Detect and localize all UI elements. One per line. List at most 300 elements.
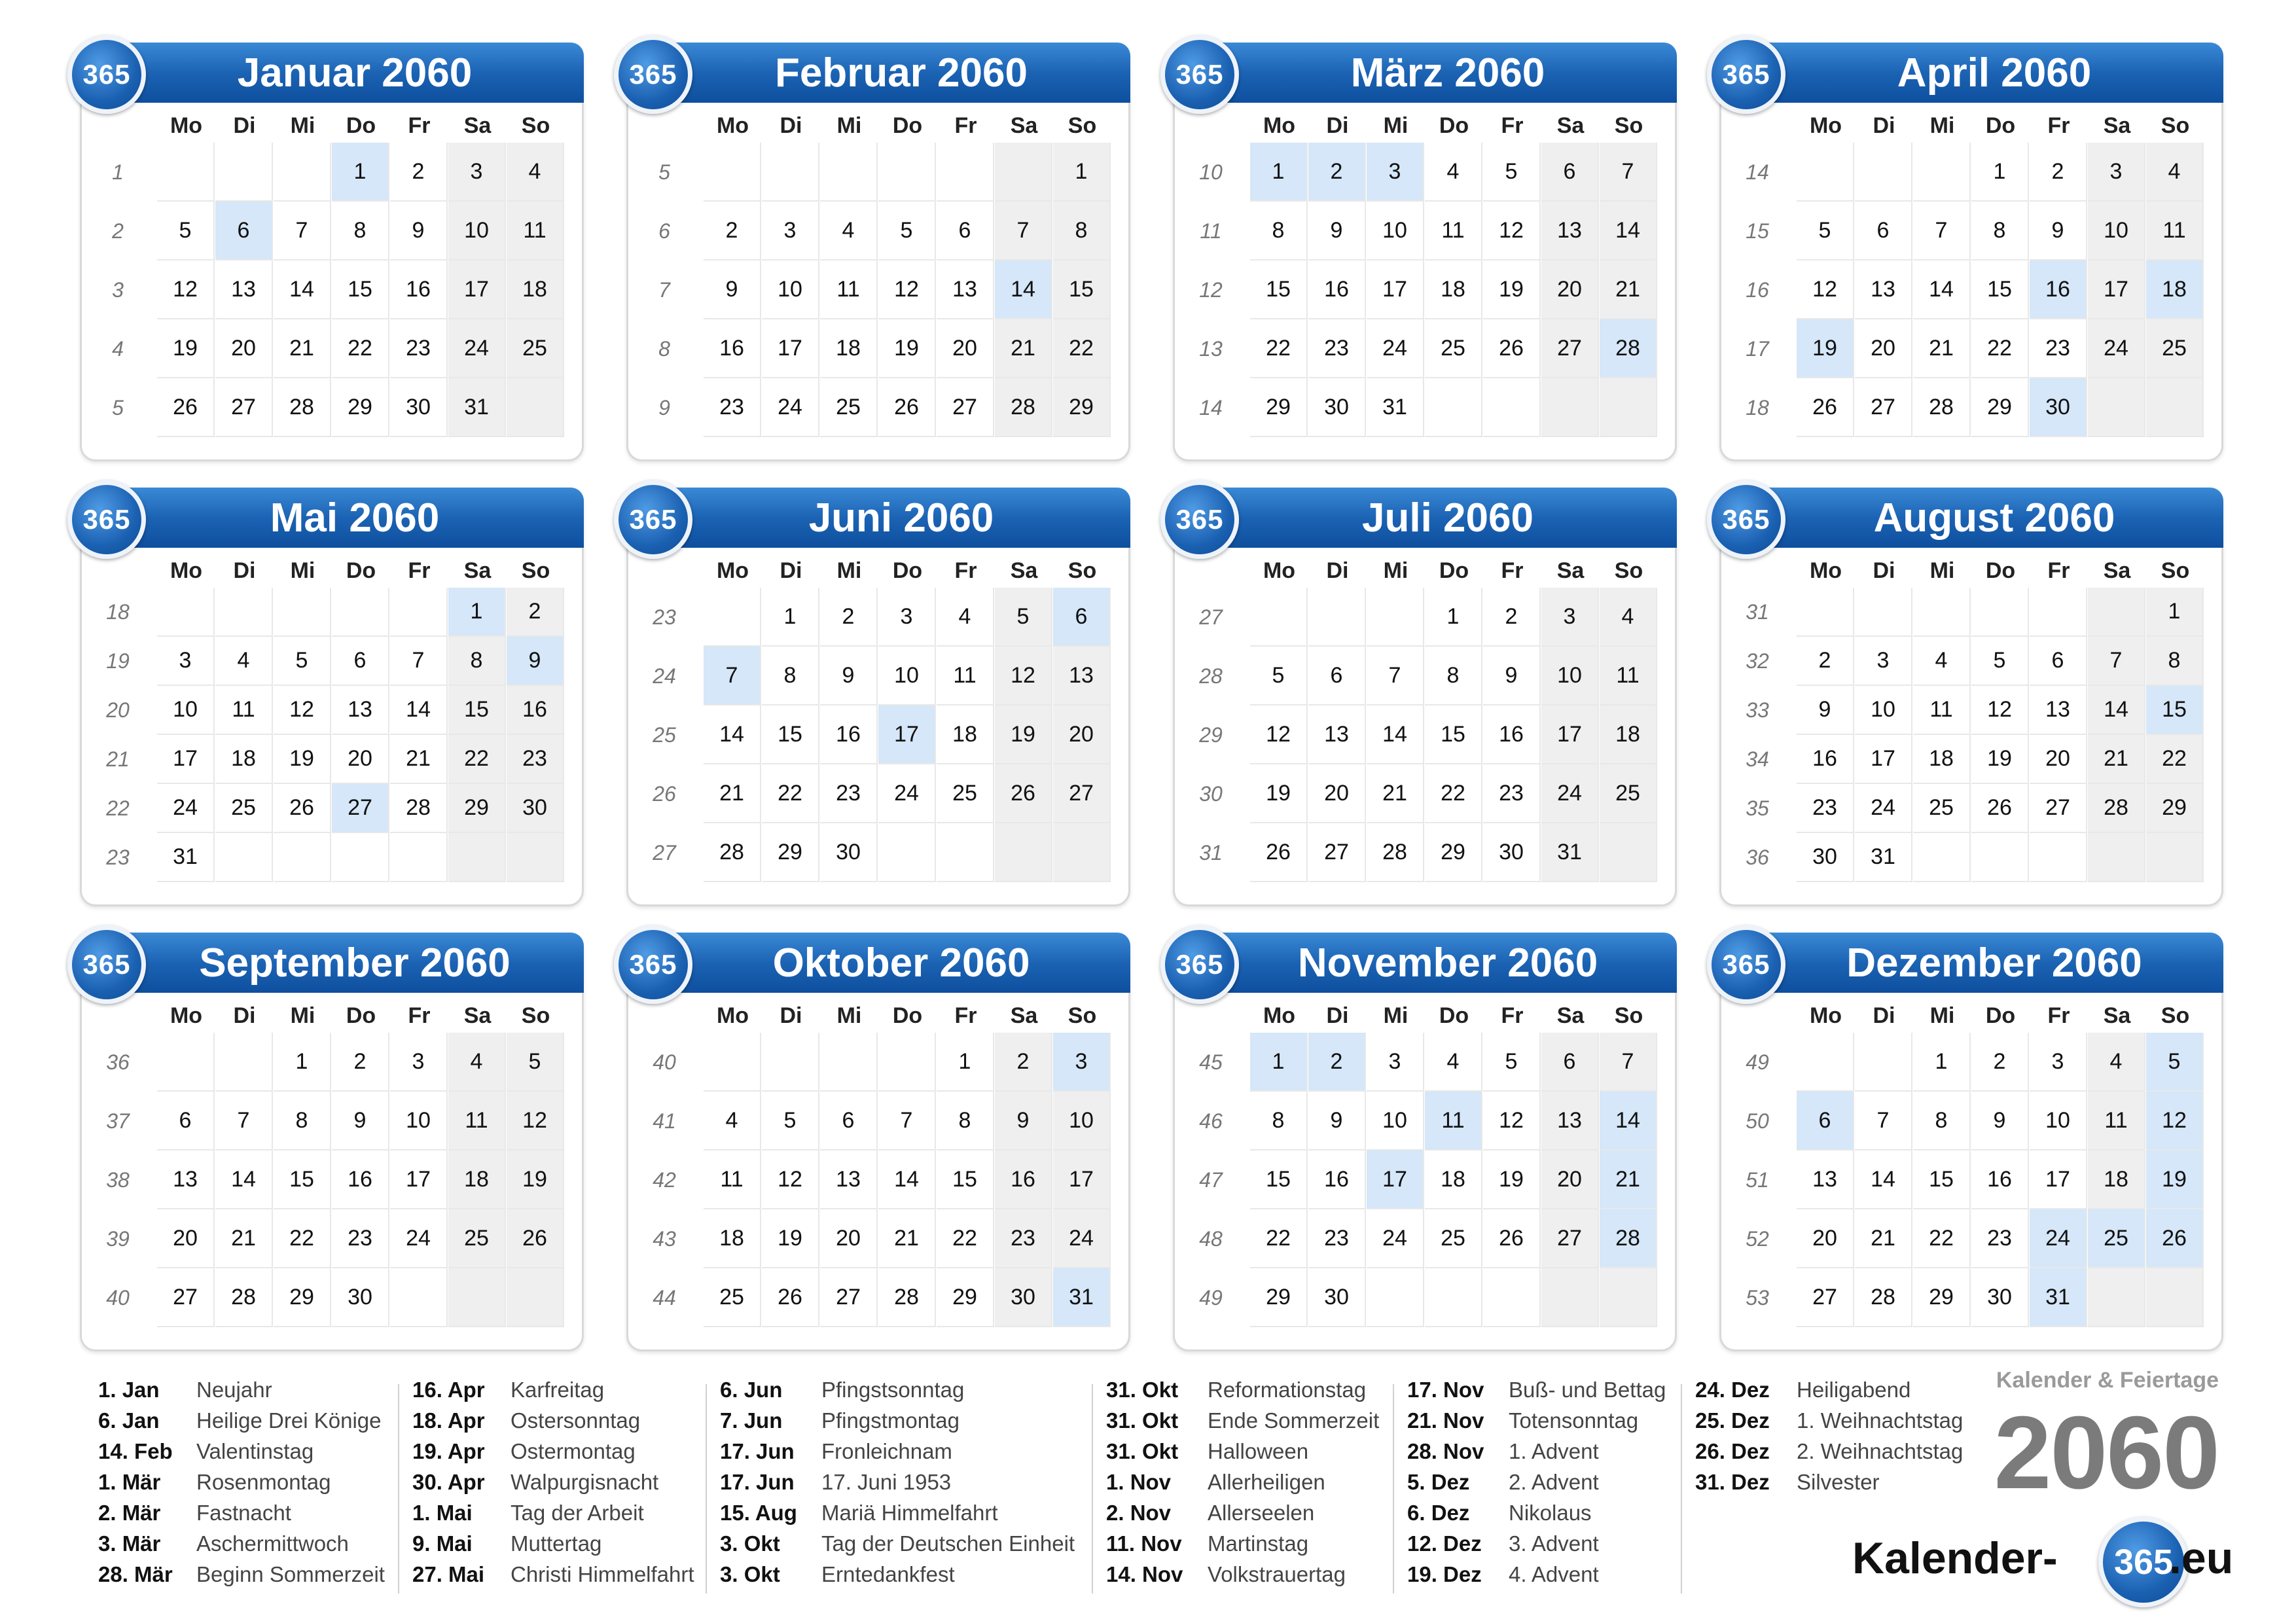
day-cell[interactable]: 24: [1541, 764, 1599, 823]
day-cell[interactable]: 22: [1053, 319, 1111, 378]
day-cell[interactable]: 30: [1308, 1268, 1366, 1327]
day-cell[interactable]: 14: [1855, 1150, 1912, 1209]
day-cell[interactable]: 26: [1797, 378, 1854, 437]
day-cell[interactable]: 24: [2088, 319, 2145, 378]
day-cell[interactable]: 16: [390, 260, 448, 319]
day-cell[interactable]: 18: [1600, 705, 1657, 764]
day-cell[interactable]: 28: [2088, 784, 2145, 833]
day-cell[interactable]: 21: [878, 1209, 936, 1268]
day-cell[interactable]: 28: [390, 784, 448, 833]
day-cell[interactable]: 21: [2088, 735, 2145, 784]
day-cell[interactable]: 30: [1308, 378, 1366, 437]
day-cell[interactable]: 23: [995, 1209, 1052, 1268]
day-cell[interactable]: 4: [1425, 143, 1482, 202]
day-cell[interactable]: 16: [507, 686, 564, 735]
day-cell[interactable]: 7: [390, 637, 448, 686]
day-cell[interactable]: 14: [878, 1150, 936, 1209]
day-cell[interactable]: 16: [704, 319, 761, 378]
day-cell[interactable]: 30: [1483, 823, 1541, 882]
day-cell[interactable]: 5: [1971, 637, 2029, 686]
day-cell[interactable]: 16: [1308, 260, 1366, 319]
day-cell[interactable]: 22: [274, 1209, 331, 1268]
day-cell[interactable]: 5: [2146, 1033, 2204, 1092]
day-cell[interactable]: 5: [1250, 647, 1308, 705]
day-cell[interactable]: 8: [1250, 202, 1308, 260]
day-cell[interactable]: 2: [390, 143, 448, 202]
day-cell[interactable]: 19: [1971, 735, 2029, 784]
day-cell[interactable]: 9: [1797, 686, 1854, 735]
day-cell[interactable]: 19: [2146, 1150, 2204, 1209]
day-cell[interactable]: 11: [704, 1150, 761, 1209]
day-cell[interactable]: 4: [215, 637, 273, 686]
day-cell[interactable]: 22: [1971, 319, 2029, 378]
day-cell[interactable]: 3: [390, 1033, 448, 1092]
day-cell[interactable]: 13: [1053, 647, 1111, 705]
day-cell[interactable]: 4: [937, 588, 994, 647]
day-cell[interactable]: 24: [878, 764, 936, 823]
day-cell[interactable]: 30: [2030, 378, 2087, 437]
day-cell[interactable]: 24: [1855, 784, 1912, 833]
day-cell[interactable]: 18: [704, 1209, 761, 1268]
day-cell[interactable]: 31: [1367, 378, 1424, 437]
day-cell[interactable]: 6: [1541, 1033, 1599, 1092]
day-cell[interactable]: 10: [1053, 1092, 1111, 1150]
day-cell[interactable]: 4: [2146, 143, 2204, 202]
day-cell[interactable]: 26: [507, 1209, 564, 1268]
day-cell[interactable]: 20: [820, 1209, 878, 1268]
day-cell[interactable]: 18: [1425, 1150, 1482, 1209]
day-cell[interactable]: 7: [1913, 202, 1971, 260]
day-cell[interactable]: 6: [1308, 647, 1366, 705]
day-cell[interactable]: 1: [762, 588, 819, 647]
day-cell[interactable]: 21: [995, 319, 1052, 378]
day-cell[interactable]: 12: [995, 647, 1052, 705]
day-cell[interactable]: 26: [1250, 823, 1308, 882]
day-cell[interactable]: 25: [448, 1209, 506, 1268]
day-cell[interactable]: 13: [1541, 1092, 1599, 1150]
day-cell[interactable]: 28: [1367, 823, 1424, 882]
day-cell[interactable]: 1: [1053, 143, 1111, 202]
day-cell[interactable]: 12: [157, 260, 215, 319]
day-cell[interactable]: 31: [448, 378, 506, 437]
day-cell[interactable]: 13: [937, 260, 994, 319]
day-cell[interactable]: 31: [2030, 1268, 2087, 1327]
day-cell[interactable]: 28: [1600, 319, 1657, 378]
day-cell[interactable]: 11: [215, 686, 273, 735]
day-cell[interactable]: 19: [995, 705, 1052, 764]
day-cell[interactable]: 17: [878, 705, 936, 764]
day-cell[interactable]: 25: [2088, 1209, 2145, 1268]
day-cell[interactable]: 8: [762, 647, 819, 705]
day-cell[interactable]: 9: [1971, 1092, 2029, 1150]
day-cell[interactable]: 31: [1053, 1268, 1111, 1327]
day-cell[interactable]: 18: [2088, 1150, 2145, 1209]
day-cell[interactable]: 5: [1797, 202, 1854, 260]
day-cell[interactable]: 16: [820, 705, 878, 764]
day-cell[interactable]: 25: [215, 784, 273, 833]
day-cell[interactable]: 4: [1425, 1033, 1482, 1092]
day-cell[interactable]: 24: [1367, 1209, 1424, 1268]
day-cell[interactable]: 27: [215, 378, 273, 437]
day-cell[interactable]: 24: [2030, 1209, 2087, 1268]
day-cell[interactable]: 13: [1797, 1150, 1854, 1209]
day-cell[interactable]: 15: [762, 705, 819, 764]
day-cell[interactable]: 3: [878, 588, 936, 647]
day-cell[interactable]: 2: [507, 588, 564, 637]
day-cell[interactable]: 19: [1483, 1150, 1541, 1209]
day-cell[interactable]: 23: [1308, 319, 1366, 378]
day-cell[interactable]: 29: [1053, 378, 1111, 437]
day-cell[interactable]: 21: [1913, 319, 1971, 378]
day-cell[interactable]: 15: [332, 260, 389, 319]
day-cell[interactable]: 15: [1250, 1150, 1308, 1209]
day-cell[interactable]: 30: [820, 823, 878, 882]
day-cell[interactable]: 11: [2146, 202, 2204, 260]
day-cell[interactable]: 8: [937, 1092, 994, 1150]
day-cell[interactable]: 5: [995, 588, 1052, 647]
day-cell[interactable]: 7: [215, 1092, 273, 1150]
day-cell[interactable]: 24: [157, 784, 215, 833]
day-cell[interactable]: 2: [1308, 143, 1366, 202]
day-cell[interactable]: 21: [215, 1209, 273, 1268]
day-cell[interactable]: 14: [1600, 202, 1657, 260]
day-cell[interactable]: 28: [215, 1268, 273, 1327]
day-cell[interactable]: 5: [762, 1092, 819, 1150]
day-cell[interactable]: 5: [1483, 143, 1541, 202]
day-cell[interactable]: 6: [1855, 202, 1912, 260]
day-cell[interactable]: 17: [1855, 735, 1912, 784]
day-cell[interactable]: 27: [1797, 1268, 1854, 1327]
day-cell[interactable]: 27: [157, 1268, 215, 1327]
day-cell[interactable]: 1: [937, 1033, 994, 1092]
day-cell[interactable]: 19: [157, 319, 215, 378]
day-cell[interactable]: 28: [704, 823, 761, 882]
day-cell[interactable]: 9: [1483, 647, 1541, 705]
day-cell[interactable]: 1: [1971, 143, 2029, 202]
day-cell[interactable]: 25: [1425, 1209, 1482, 1268]
day-cell[interactable]: 25: [937, 764, 994, 823]
day-cell[interactable]: 23: [332, 1209, 389, 1268]
day-cell[interactable]: 7: [1600, 143, 1657, 202]
day-cell[interactable]: 22: [332, 319, 389, 378]
day-cell[interactable]: 1: [1250, 143, 1308, 202]
day-cell[interactable]: 9: [2030, 202, 2087, 260]
day-cell[interactable]: 22: [1250, 1209, 1308, 1268]
day-cell[interactable]: 8: [1250, 1092, 1308, 1150]
day-cell[interactable]: 21: [1367, 764, 1424, 823]
day-cell[interactable]: 20: [1053, 705, 1111, 764]
day-cell[interactable]: 21: [274, 319, 331, 378]
day-cell[interactable]: 7: [1855, 1092, 1912, 1150]
day-cell[interactable]: 6: [1797, 1092, 1854, 1150]
day-cell[interactable]: 9: [820, 647, 878, 705]
day-cell[interactable]: 24: [1367, 319, 1424, 378]
day-cell[interactable]: 10: [2088, 202, 2145, 260]
day-cell[interactable]: 14: [704, 705, 761, 764]
day-cell[interactable]: 9: [1308, 202, 1366, 260]
day-cell[interactable]: 2: [820, 588, 878, 647]
day-cell[interactable]: 12: [274, 686, 331, 735]
day-cell[interactable]: 20: [1855, 319, 1912, 378]
day-cell[interactable]: 22: [1250, 319, 1308, 378]
day-cell[interactable]: 16: [1483, 705, 1541, 764]
day-cell[interactable]: 18: [2146, 260, 2204, 319]
day-cell[interactable]: 8: [1425, 647, 1482, 705]
day-cell[interactable]: 12: [1797, 260, 1854, 319]
day-cell[interactable]: 25: [1913, 784, 1971, 833]
day-cell[interactable]: 12: [507, 1092, 564, 1150]
day-cell[interactable]: 4: [704, 1092, 761, 1150]
day-cell[interactable]: 27: [1308, 823, 1366, 882]
day-cell[interactable]: 18: [448, 1150, 506, 1209]
day-cell[interactable]: 20: [1541, 1150, 1599, 1209]
day-cell[interactable]: 7: [704, 647, 761, 705]
day-cell[interactable]: 19: [1250, 764, 1308, 823]
day-cell[interactable]: 7: [878, 1092, 936, 1150]
day-cell[interactable]: 11: [1425, 1092, 1482, 1150]
day-cell[interactable]: 3: [157, 637, 215, 686]
day-cell[interactable]: 9: [332, 1092, 389, 1150]
day-cell[interactable]: 12: [2146, 1092, 2204, 1150]
day-cell[interactable]: 18: [1913, 735, 1971, 784]
day-cell[interactable]: 6: [1053, 588, 1111, 647]
day-cell[interactable]: 16: [1797, 735, 1854, 784]
day-cell[interactable]: 7: [2088, 637, 2145, 686]
day-cell[interactable]: 8: [332, 202, 389, 260]
day-cell[interactable]: 8: [1971, 202, 2029, 260]
day-cell[interactable]: 23: [1797, 784, 1854, 833]
day-cell[interactable]: 29: [937, 1268, 994, 1327]
day-cell[interactable]: 26: [762, 1268, 819, 1327]
day-cell[interactable]: 27: [937, 378, 994, 437]
day-cell[interactable]: 11: [507, 202, 564, 260]
day-cell[interactable]: 3: [2030, 1033, 2087, 1092]
day-cell[interactable]: 29: [1250, 1268, 1308, 1327]
day-cell[interactable]: 16: [995, 1150, 1052, 1209]
day-cell[interactable]: 13: [1855, 260, 1912, 319]
day-cell[interactable]: 1: [448, 588, 506, 637]
day-cell[interactable]: 21: [704, 764, 761, 823]
day-cell[interactable]: 28: [878, 1268, 936, 1327]
day-cell[interactable]: 6: [1541, 143, 1599, 202]
day-cell[interactable]: 25: [2146, 319, 2204, 378]
day-cell[interactable]: 15: [1053, 260, 1111, 319]
day-cell[interactable]: 16: [332, 1150, 389, 1209]
day-cell[interactable]: 21: [1855, 1209, 1912, 1268]
day-cell[interactable]: 10: [1855, 686, 1912, 735]
day-cell[interactable]: 2: [2030, 143, 2087, 202]
day-cell[interactable]: 11: [1913, 686, 1971, 735]
day-cell[interactable]: 13: [215, 260, 273, 319]
day-cell[interactable]: 8: [1913, 1092, 1971, 1150]
day-cell[interactable]: 28: [1855, 1268, 1912, 1327]
day-cell[interactable]: 13: [820, 1150, 878, 1209]
day-cell[interactable]: 22: [762, 764, 819, 823]
day-cell[interactable]: 10: [878, 647, 936, 705]
day-cell[interactable]: 23: [1308, 1209, 1366, 1268]
day-cell[interactable]: 4: [1600, 588, 1657, 647]
day-cell[interactable]: 10: [1367, 1092, 1424, 1150]
day-cell[interactable]: 29: [448, 784, 506, 833]
day-cell[interactable]: 21: [390, 735, 448, 784]
day-cell[interactable]: 3: [1367, 1033, 1424, 1092]
day-cell[interactable]: 26: [2146, 1209, 2204, 1268]
day-cell[interactable]: 22: [448, 735, 506, 784]
day-cell[interactable]: 27: [1053, 764, 1111, 823]
day-cell[interactable]: 29: [274, 1268, 331, 1327]
day-cell[interactable]: 10: [762, 260, 819, 319]
day-cell[interactable]: 27: [1541, 319, 1599, 378]
day-cell[interactable]: 5: [878, 202, 936, 260]
day-cell[interactable]: 25: [1425, 319, 1482, 378]
day-cell[interactable]: 8: [274, 1092, 331, 1150]
day-cell[interactable]: 24: [390, 1209, 448, 1268]
day-cell[interactable]: 29: [1971, 378, 2029, 437]
day-cell[interactable]: 19: [762, 1209, 819, 1268]
day-cell[interactable]: 13: [157, 1150, 215, 1209]
day-cell[interactable]: 10: [390, 1092, 448, 1150]
day-cell[interactable]: 14: [274, 260, 331, 319]
day-cell[interactable]: 29: [1425, 823, 1482, 882]
day-cell[interactable]: 17: [1053, 1150, 1111, 1209]
day-cell[interactable]: 23: [1483, 764, 1541, 823]
day-cell[interactable]: 30: [995, 1268, 1052, 1327]
day-cell[interactable]: 30: [390, 378, 448, 437]
day-cell[interactable]: 1: [2146, 588, 2204, 637]
day-cell[interactable]: 1: [1425, 588, 1482, 647]
day-cell[interactable]: 6: [215, 202, 273, 260]
day-cell[interactable]: 7: [995, 202, 1052, 260]
day-cell[interactable]: 12: [1483, 1092, 1541, 1150]
day-cell[interactable]: 26: [1483, 319, 1541, 378]
day-cell[interactable]: 3: [1541, 588, 1599, 647]
day-cell[interactable]: 23: [704, 378, 761, 437]
day-cell[interactable]: 11: [1600, 647, 1657, 705]
day-cell[interactable]: 17: [1367, 1150, 1424, 1209]
day-cell[interactable]: 9: [507, 637, 564, 686]
day-cell[interactable]: 8: [2146, 637, 2204, 686]
day-cell[interactable]: 11: [2088, 1092, 2145, 1150]
day-cell[interactable]: 10: [448, 202, 506, 260]
day-cell[interactable]: 14: [1913, 260, 1971, 319]
day-cell[interactable]: 1: [1913, 1033, 1971, 1092]
day-cell[interactable]: 11: [820, 260, 878, 319]
day-cell[interactable]: 17: [2088, 260, 2145, 319]
day-cell[interactable]: 1: [1250, 1033, 1308, 1092]
day-cell[interactable]: 15: [2146, 686, 2204, 735]
day-cell[interactable]: 25: [704, 1268, 761, 1327]
day-cell[interactable]: 27: [820, 1268, 878, 1327]
day-cell[interactable]: 20: [1797, 1209, 1854, 1268]
day-cell[interactable]: 2: [1797, 637, 1854, 686]
day-cell[interactable]: 12: [878, 260, 936, 319]
day-cell[interactable]: 17: [390, 1150, 448, 1209]
day-cell[interactable]: 31: [157, 833, 215, 882]
day-cell[interactable]: 14: [2088, 686, 2145, 735]
day-cell[interactable]: 15: [448, 686, 506, 735]
day-cell[interactable]: 7: [1367, 647, 1424, 705]
day-cell[interactable]: 6: [820, 1092, 878, 1150]
day-cell[interactable]: 2: [1308, 1033, 1366, 1092]
day-cell[interactable]: 3: [448, 143, 506, 202]
day-cell[interactable]: 20: [332, 735, 389, 784]
day-cell[interactable]: 24: [448, 319, 506, 378]
day-cell[interactable]: 29: [762, 823, 819, 882]
day-cell[interactable]: 17: [157, 735, 215, 784]
day-cell[interactable]: 15: [937, 1150, 994, 1209]
day-cell[interactable]: 17: [2030, 1150, 2087, 1209]
day-cell[interactable]: 22: [2146, 735, 2204, 784]
day-cell[interactable]: 3: [1053, 1033, 1111, 1092]
day-cell[interactable]: 25: [820, 378, 878, 437]
day-cell[interactable]: 23: [1971, 1209, 2029, 1268]
day-cell[interactable]: 28: [995, 378, 1052, 437]
day-cell[interactable]: 1: [274, 1033, 331, 1092]
day-cell[interactable]: 27: [2030, 784, 2087, 833]
day-cell[interactable]: 15: [1425, 705, 1482, 764]
day-cell[interactable]: 23: [507, 735, 564, 784]
day-cell[interactable]: 14: [995, 260, 1052, 319]
day-cell[interactable]: 23: [820, 764, 878, 823]
day-cell[interactable]: 31: [1855, 833, 1912, 882]
day-cell[interactable]: 10: [2030, 1092, 2087, 1150]
day-cell[interactable]: 22: [1913, 1209, 1971, 1268]
day-cell[interactable]: 28: [274, 378, 331, 437]
day-cell[interactable]: 30: [507, 784, 564, 833]
day-cell[interactable]: 14: [215, 1150, 273, 1209]
day-cell[interactable]: 24: [762, 378, 819, 437]
day-cell[interactable]: 26: [995, 764, 1052, 823]
day-cell[interactable]: 20: [215, 319, 273, 378]
day-cell[interactable]: 18: [215, 735, 273, 784]
day-cell[interactable]: 23: [390, 319, 448, 378]
day-cell[interactable]: 12: [1971, 686, 2029, 735]
day-cell[interactable]: 9: [995, 1092, 1052, 1150]
day-cell[interactable]: 2: [332, 1033, 389, 1092]
day-cell[interactable]: 27: [1541, 1209, 1599, 1268]
day-cell[interactable]: 20: [1541, 260, 1599, 319]
day-cell[interactable]: 12: [1483, 202, 1541, 260]
day-cell[interactable]: 7: [1600, 1033, 1657, 1092]
day-cell[interactable]: 29: [1250, 378, 1308, 437]
day-cell[interactable]: 30: [1797, 833, 1854, 882]
day-cell[interactable]: 22: [1425, 764, 1482, 823]
day-cell[interactable]: 9: [390, 202, 448, 260]
day-cell[interactable]: 6: [332, 637, 389, 686]
day-cell[interactable]: 28: [1913, 378, 1971, 437]
day-cell[interactable]: 10: [1367, 202, 1424, 260]
day-cell[interactable]: 20: [2030, 735, 2087, 784]
day-cell[interactable]: 15: [1913, 1150, 1971, 1209]
day-cell[interactable]: 10: [1541, 647, 1599, 705]
day-cell[interactable]: 11: [448, 1092, 506, 1150]
day-cell[interactable]: 14: [1600, 1092, 1657, 1150]
day-cell[interactable]: 7: [274, 202, 331, 260]
day-cell[interactable]: 25: [1600, 764, 1657, 823]
day-cell[interactable]: 9: [704, 260, 761, 319]
day-cell[interactable]: 16: [2030, 260, 2087, 319]
day-cell[interactable]: 13: [1308, 705, 1366, 764]
day-cell[interactable]: 26: [1483, 1209, 1541, 1268]
day-cell[interactable]: 26: [878, 378, 936, 437]
day-cell[interactable]: 5: [274, 637, 331, 686]
day-cell[interactable]: 20: [937, 319, 994, 378]
day-cell[interactable]: 2: [995, 1033, 1052, 1092]
day-cell[interactable]: 9: [1308, 1092, 1366, 1150]
day-cell[interactable]: 27: [332, 784, 389, 833]
day-cell[interactable]: 26: [1971, 784, 2029, 833]
day-cell[interactable]: 20: [1308, 764, 1366, 823]
